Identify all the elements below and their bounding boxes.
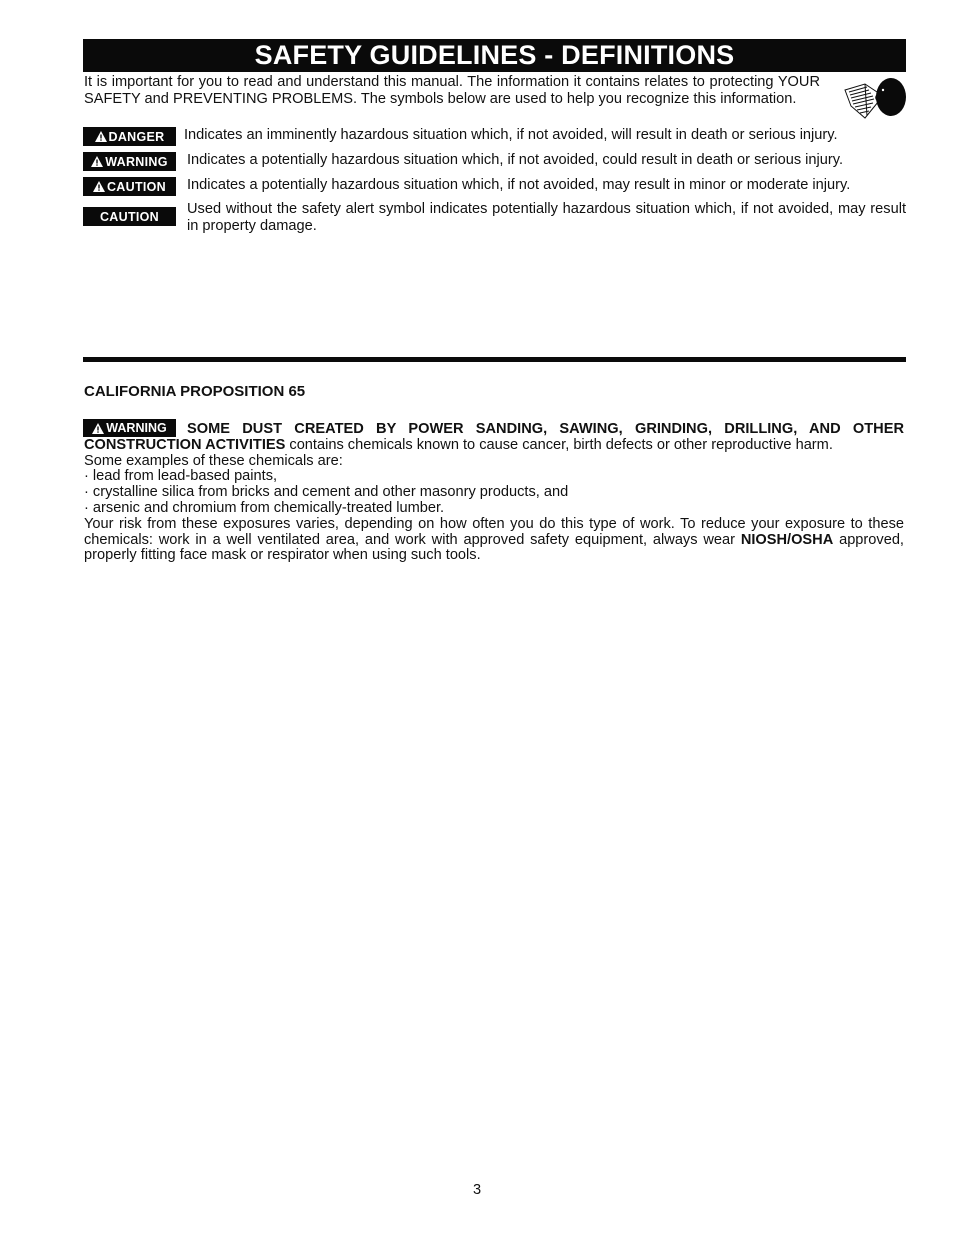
page-title: SAFETY GUIDELINES - DEFINITIONS [83,39,906,72]
prop65-lead-bold: SOME DUST CREATED BY POWER SANDING, SAWING, GRINDING, DRILLING, AND OTHER CONSTRUCTION ACTIVITIES [84,421,904,453]
risk-paragraph [84,517,904,564]
prop65-heading: CALIFORNIA PROPOSITION 65 [84,383,306,400]
list-item: · lead from lead-based paints, [84,468,278,485]
intro-paragraph: It is important for you to read and understand this manual. The information it contains relates to protecting YOUR SAFETY and PREVENTING PROBLEMS. The symbols below are used to help you recognize this information. [84,74,820,107]
examples-list [84,469,904,516]
risk-text: Your risk from these exposures varies, depending on how often you do this type of work. To reduce your exposure to these chemicals: work in a well ventilated area, and work with approved safety equipment, always wear [84,515,904,548]
risk-bold: NIOSH/OSHA [740,531,834,548]
list-item: · crystalline silica from bricks and cement and other masonry products, and [84,484,569,501]
signal-description: Used without the safety alert symbol indicates potentially hazardous situation which, if not avoided, may result in property damage. [187,201,906,234]
signal-description: Indicates a potentially hazardous situation which, if not avoided, may result in minor or moderate injury. [187,177,851,193]
badge-label: WARNING [105,154,168,169]
examples-intro: Some examples of these chemicals are: [84,452,343,469]
badge-label: CAUTION [106,179,167,194]
list-item: · arsenic and chromium from chemically-treated lumber. [84,499,445,516]
caution-badge [83,177,176,196]
prop65-lead-rest: contains chemicals known to cause cancer, birth defects or other reproductive harm. [285,436,833,453]
alert-triangle-icon [93,181,105,192]
badge-label: DANGER [108,129,165,144]
prop65-lead [84,422,904,454]
alert-triangle-icon [95,131,107,142]
badge-label: WARNING [106,421,167,435]
prop65-body [84,422,904,564]
read-manual-icon [843,76,907,122]
alert-triangle-icon [91,156,103,167]
danger-badge [83,127,176,146]
badge-label: CAUTION [99,209,160,224]
section-divider [83,357,906,362]
warning-badge [83,152,176,171]
signal-description: Indicates a potentially hazardous situation which, if not avoided, could result in death or serious injury. [187,152,844,168]
risk-end: approved, properly fitting face mask or respirator when using such tools. [84,531,904,564]
signal-description: Indicates an imminently hazardous situation which, if not avoided, will result in death or serious injury. [184,127,838,143]
page-number: 3 [472,1182,482,1198]
caution-plain-badge [83,207,176,226]
